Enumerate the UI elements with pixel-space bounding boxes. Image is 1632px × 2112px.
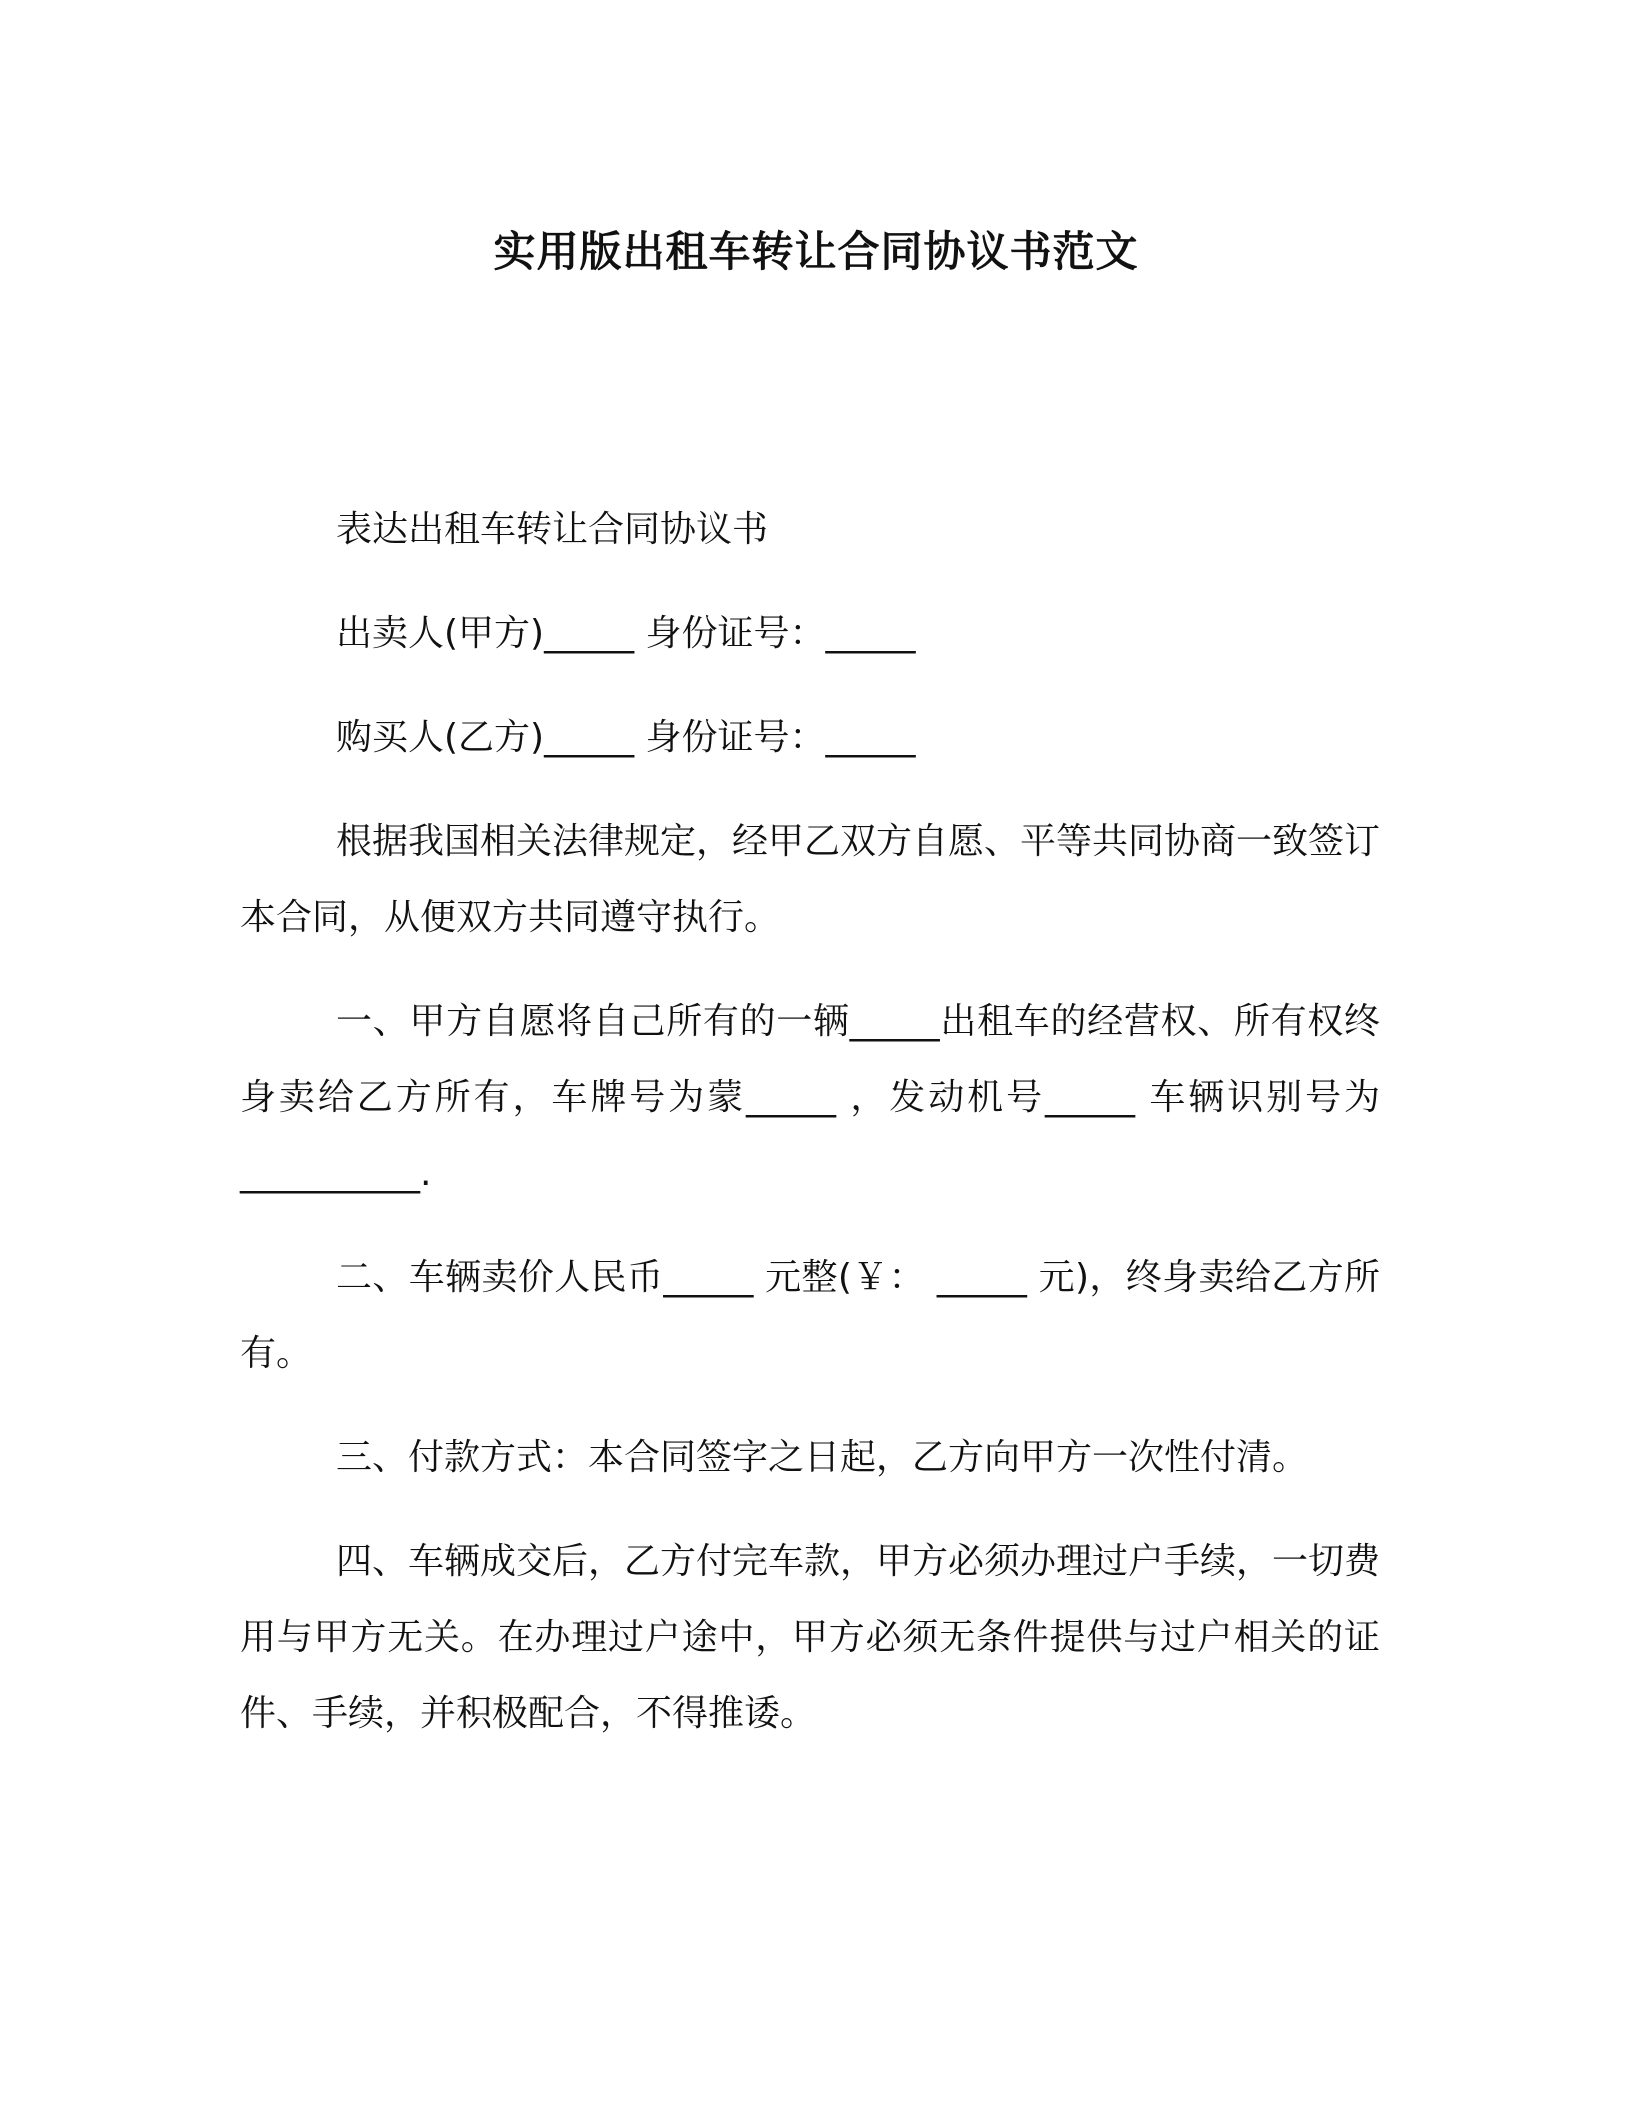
paragraph-buyer: 购买人(乙方)_____ 身份证号：_____ <box>336 717 916 758</box>
document-body <box>240 492 1380 1780</box>
paragraph-clause-2: 二、车辆卖价人民币_____ 元整(￥： _____ 元)，终身卖给乙方所有。 <box>240 1257 1380 1374</box>
document-title: 实用版出租车转让合同协议书范文 <box>493 227 1139 276</box>
paragraph-preamble: 根据我国相关法律规定，经甲乙双方自愿、平等共同协商一致签订本合同，从便双方共同遵守执行。 <box>240 821 1381 938</box>
paragraph-clause-3: 三、付款方式：本合同签字之日起，乙方向甲方一次性付清。 <box>336 1437 1309 1478</box>
paragraph-seller: 出卖人(甲方)_____ 身份证号：_____ <box>336 613 916 654</box>
paragraph-subtitle: 表达出租车转让合同协议书 <box>336 509 769 550</box>
paragraph-clause-1: 一、甲方自愿将自己所有的一辆_____出租车的经营权、所有权终身卖给乙方所有，车牌号为蒙_____ ，发动机号_____ 车辆识别号为__________. <box>240 1001 1380 1194</box>
paragraph-clause-4: 四、车辆成交后，乙方付完车款，甲方必须办理过户手续，一切费用与甲方无关。在办理过户途中，甲方必须无条件提供与过户相关的证件、手续，并积极配合，不得推诿。 <box>240 1541 1381 1734</box>
